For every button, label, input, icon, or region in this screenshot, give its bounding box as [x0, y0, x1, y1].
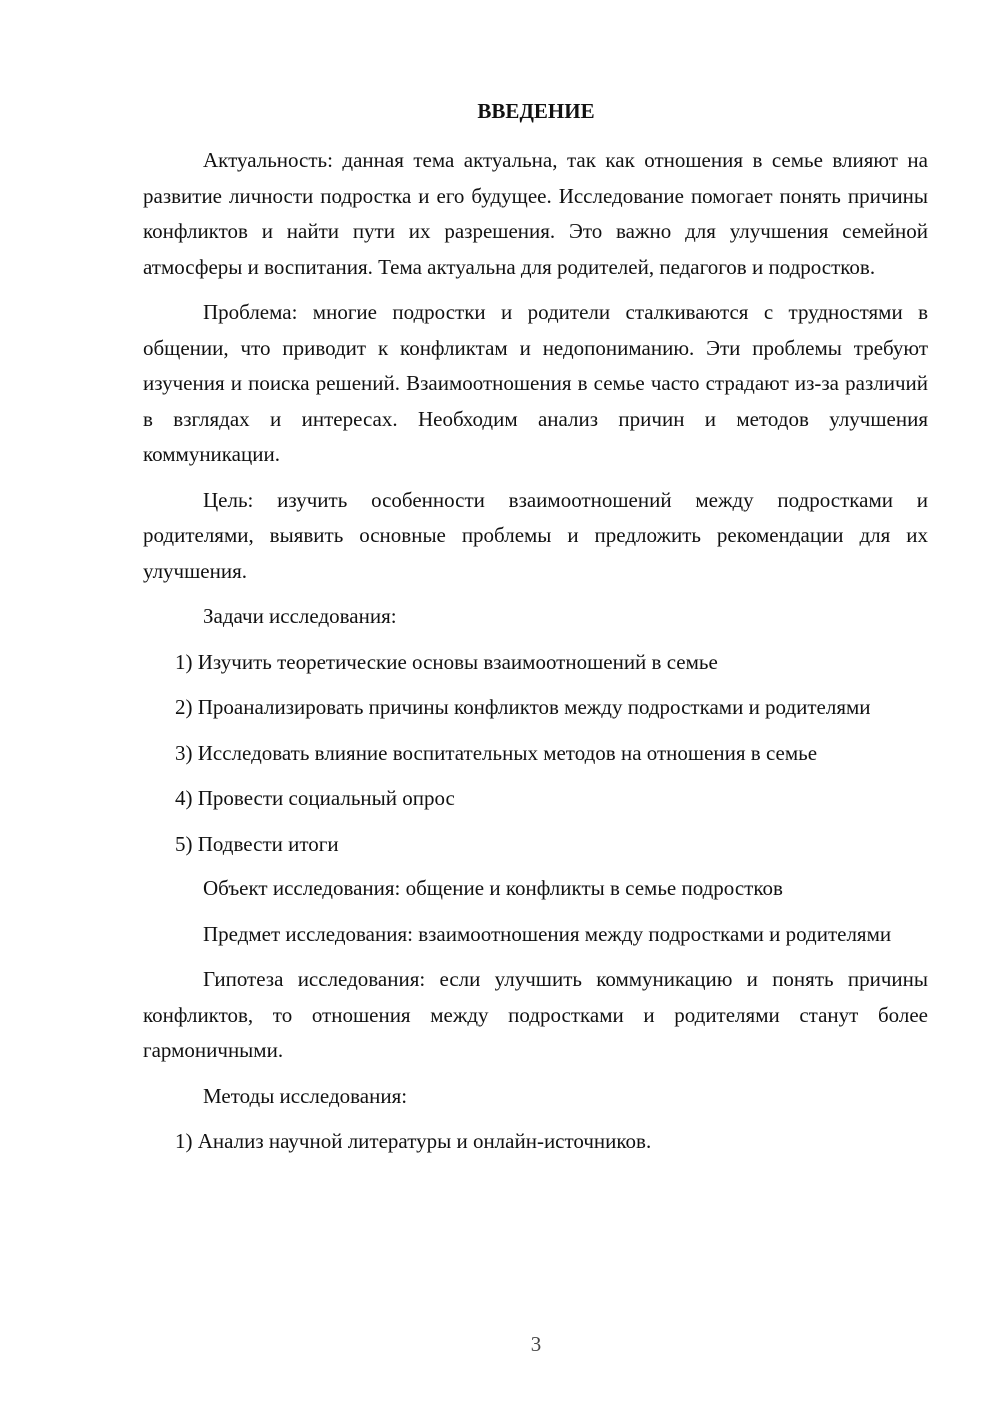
- paragraph-relevance: Актуальность: данная тема актуальна, так как отношения в семье влияют на развитие личности подростка и его будущее. Исследование помогает понять причины конфликтов и найти пути их разрешения. Это важно для улучшения семейной атмосферы и воспитания. Тема актуальна для родителей, педагогов и подростков.: [143, 148, 928, 279]
- task-item-2: 2) Проанализировать причины конфликтов между подростками и родителями: [175, 695, 871, 719]
- paragraph-methods-heading: Методы исследования:: [203, 1083, 408, 1108]
- page-title: ВВЕДЕНИЕ: [477, 99, 595, 123]
- body-text: [143, 143, 928, 1170]
- task-item-3: 3) Исследовать влияние воспитательных методов на отношения в семье: [175, 740, 818, 765]
- page-number: 3: [530, 1332, 542, 1356]
- task-item-4: 4) Провести социальный опрос: [175, 786, 455, 810]
- paragraph-tasks-heading: Задачи исследования:: [203, 604, 397, 628]
- paragraph-problem: Проблема: многие подростки и родители сталкиваются с трудностями в общении, что приводит к конфликтам и недопониманию. Эти проблемы требуют изучения и поиска решений. Взаимоотношения в семье часто страдают из-за различий в взглядах и интересах. Необходим анализ причин и методов улучшения коммуникации.: [143, 300, 928, 466]
- paragraph-subject: Предмет исследования: взаимоотношения между подростками и родителями: [203, 921, 892, 946]
- paragraph-hypothesis: Гипотеза исследования: если улучшить коммуникацию и понять причины конфликтов, то отношения между подростками и родителями станут более гармоничными.: [143, 967, 928, 1062]
- task-item-1: 1) Изучить теоретические основы взаимоотношений в семье: [175, 649, 718, 674]
- paragraph-object: Объект исследования: общение и конфликты в семье подростков: [203, 876, 783, 900]
- paragraph-goal: Цель: изучить особенности взаимоотношений между подростками и родителями, выявить основные проблемы и предложить рекомендации для их улучшения.: [143, 487, 928, 583]
- task-item-5: 5) Подвести итоги: [175, 831, 339, 856]
- method-item-1: 1) Анализ научной литературы и онлайн-источников.: [175, 1129, 652, 1153]
